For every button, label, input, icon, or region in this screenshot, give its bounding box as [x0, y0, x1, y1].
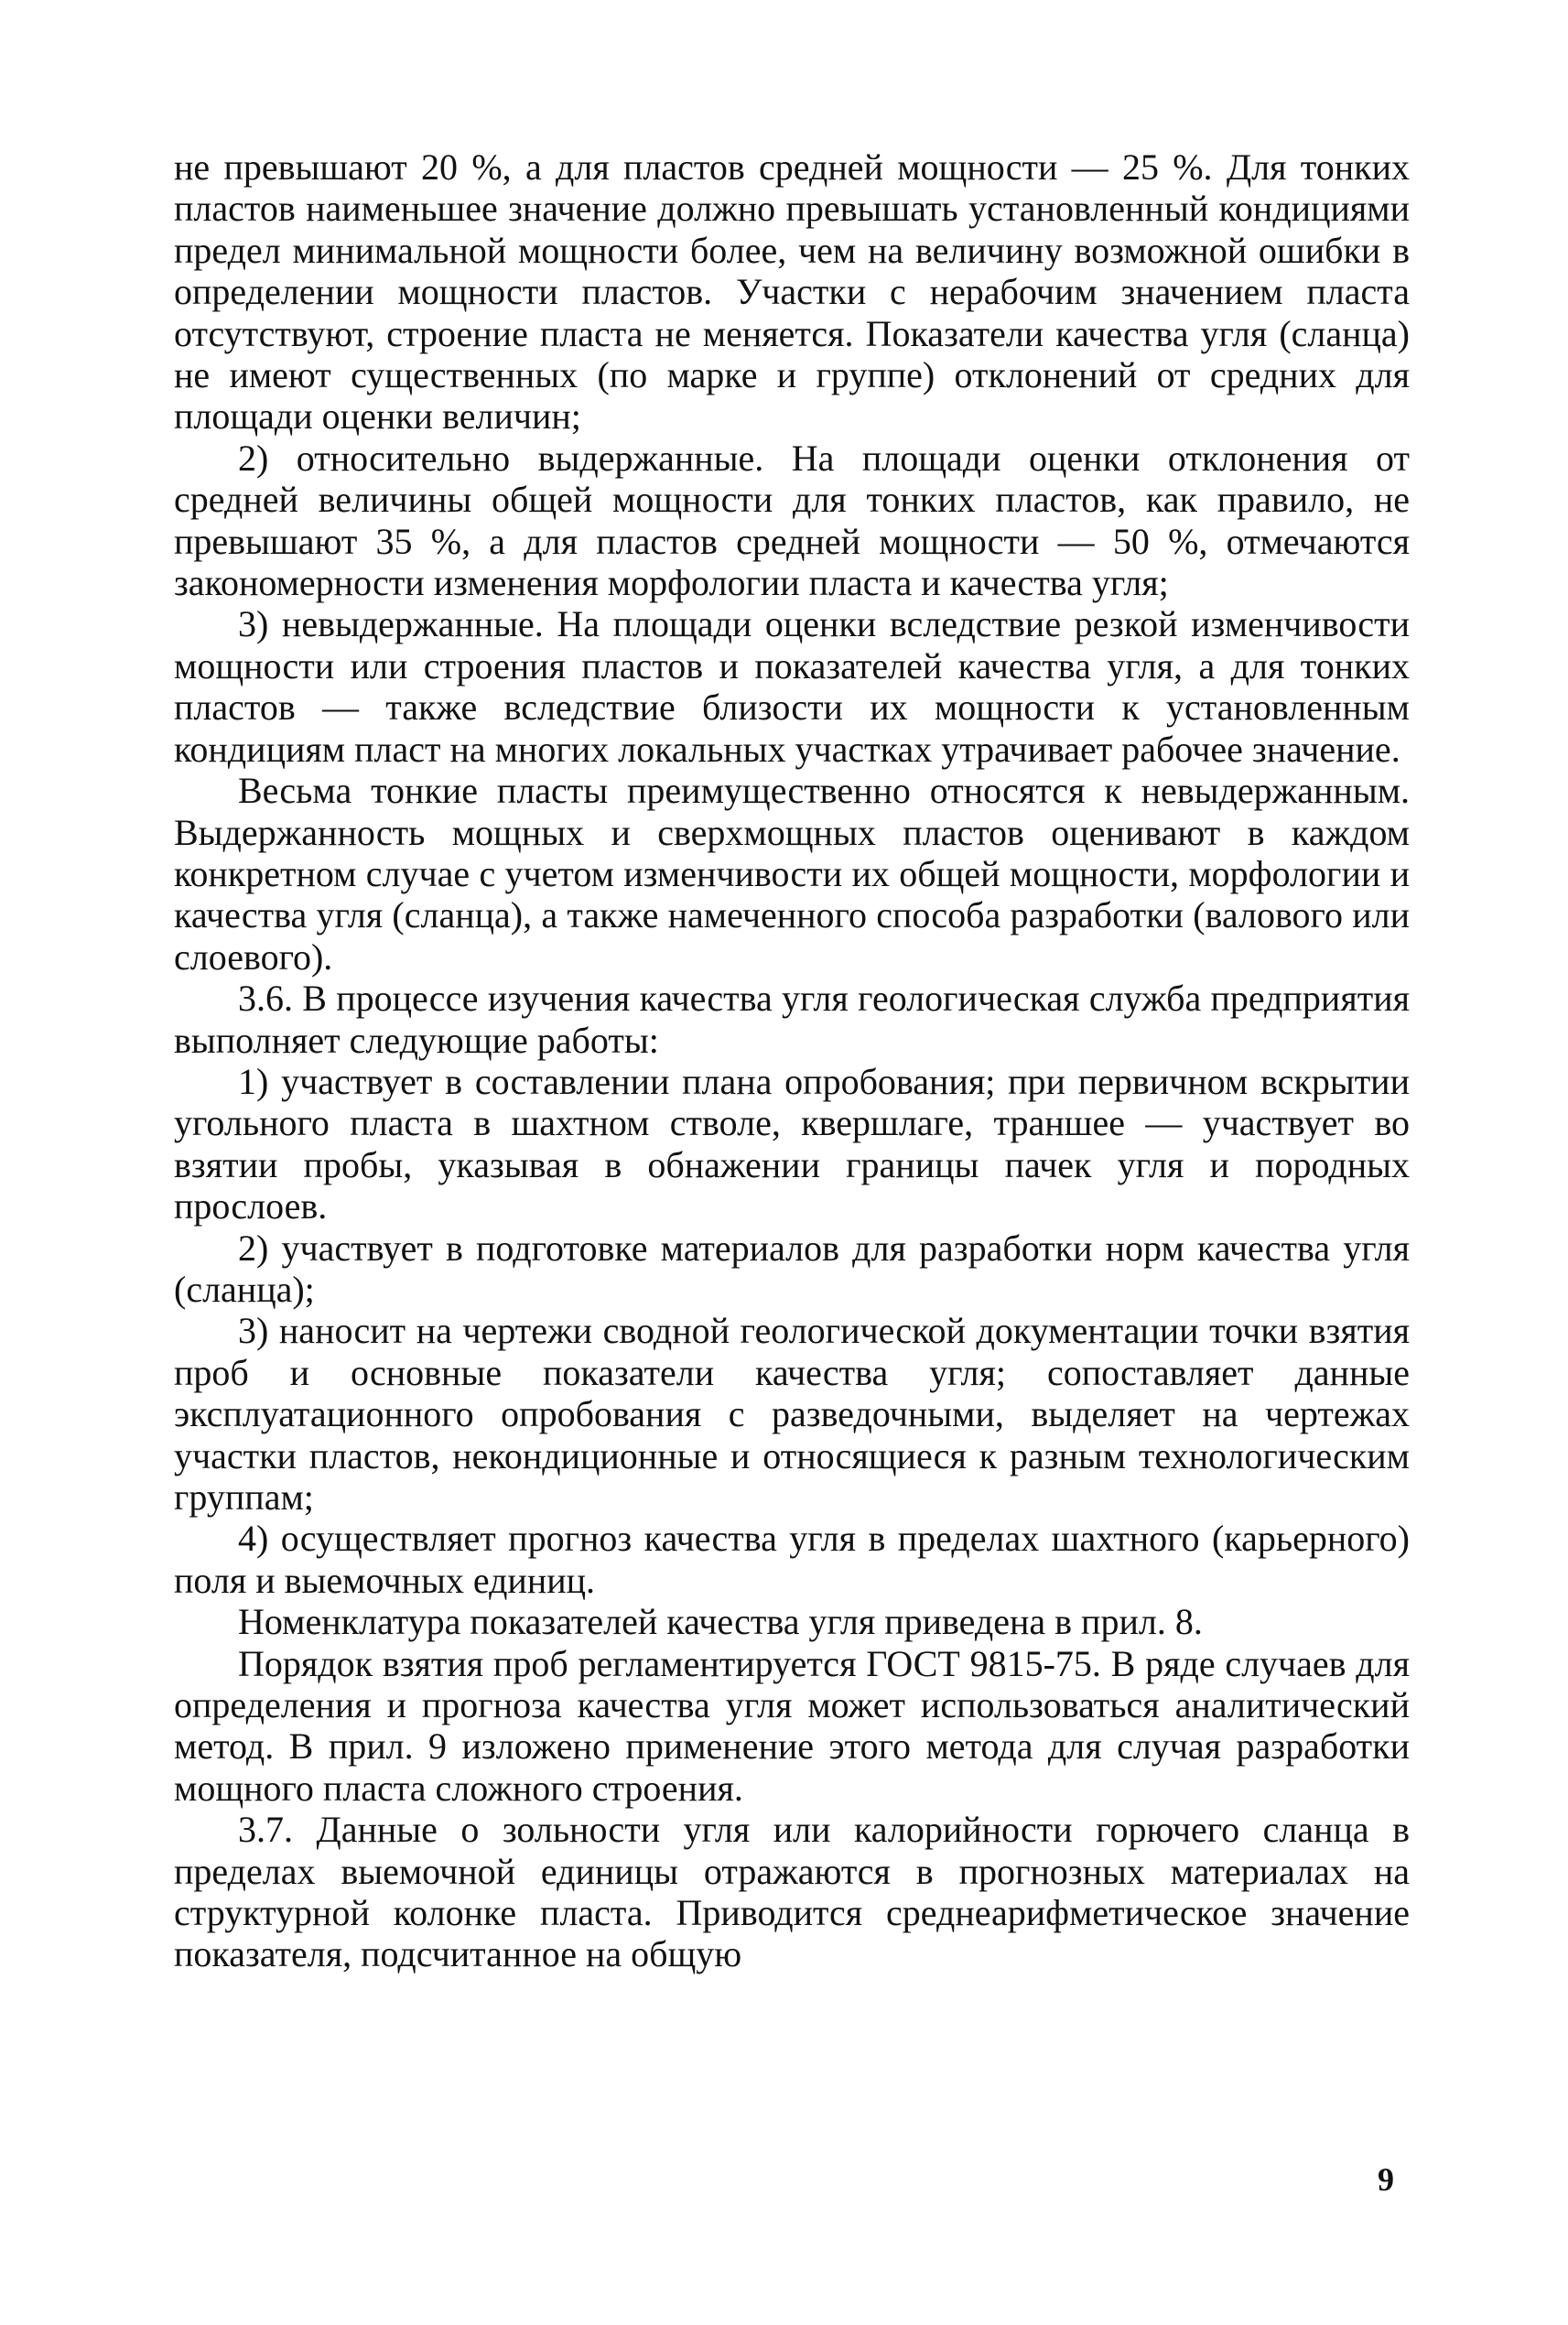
- paragraph-continuation: не превышают 20 %, а для пластов средней мощности — 25 %. Для тонких пластов наименьшее значение должно превышать установленный кондициями предел минимальной мощности более, чем на величину возможной ошибки в определении мощности пластов. Участки с нерабочим значением пласта отсутствуют, строение пласта не меняется. Показатели качества угля (сланца) не имеют существенных (по марке и группе) отклонений от средних для площади оценки величин;: [174, 146, 1410, 438]
- page-number: 9: [1378, 2161, 1394, 2198]
- paragraph-section-3-7: 3.7. Данные о зольности угля или калорийности горючего сланца в пределах выемочной единицы отражаются в прогнозных материалах на структурной колонке пласта. Приводится среднеарифметическое значение показателя, подсчитанное на общую: [174, 1809, 1410, 1975]
- paragraph-nomenclature: Номенклатура показателей качества угля приведена в прил. 8.: [238, 1601, 1203, 1643]
- paragraph-thin-seams: Весьма тонкие пласты преимущественно относятся к невыдержанным. Выдержанность мощных и сверхмощных пластов оценивают в каждом конкретном случае с учетом изменчивости их общей мощности, морфологии и качества угля (сланца), а также намеченного способа разработки (валового или слоевого).: [174, 770, 1410, 978]
- paragraph-item-2: 2) относительно выдержанные. На площади оценки отклонения от средней величины общей мощности для тонких пластов, как правило, не превышают 35 %, а для пластов средней мощности — 50 %, отмечаются закономерности изменения морфологии пласта и качества угля;: [174, 437, 1410, 604]
- paragraph-sampling-order: Порядок взятия проб регламентируется ГОСТ 9815-75. В ряде случаев для определения и прогноза качества угля может использоваться аналитический метод. В прил. 9 изложено применение этого метода для случая разработки мощного пласта сложного строения.: [174, 1642, 1410, 1809]
- page-body: [174, 146, 1410, 1975]
- paragraph-work-item-2: 2) участвует в подготовке материалов для разработки норм качества угля (сланца);: [174, 1227, 1410, 1310]
- paragraph-work-item-3: 3) наносит на чертежи сводной геологической документации точки взятия проб и основные показатели качества угля; сопоставляет данные эксплуатационного опробования с разведочными, выделяет на чертежах участки пластов, некондиционные и относящиеся к разным технологическим группам;: [174, 1310, 1410, 1518]
- paragraph-item-3: 3) невыдержанные. На площади оценки вследствие резкой изменчивости мощности или строения пластов и показателей качества угля, а для тонких пластов — также вследствие близости их мощности к установленным кондициям пласт на многих локальных участках утрачивает рабочее значение.: [174, 603, 1410, 770]
- paragraph-work-item-4: 4) осуществляет прогноз качества угля в пределах шахтного (карьерного) поля и выемочных единиц.: [174, 1518, 1410, 1601]
- paragraph-section-3-6: 3.6. В процессе изучения качества угля геологическая служба предприятия выполняет следующие работы:: [174, 978, 1410, 1061]
- paragraph-work-item-1: 1) участвует в составлении плана опробования; при первичном вскрытии угольного пласта в шахтном стволе, квершлаге, траншее — участвует во взятии пробы, указывая в обнажении границы пачек угля и породных прослоев.: [174, 1060, 1410, 1227]
